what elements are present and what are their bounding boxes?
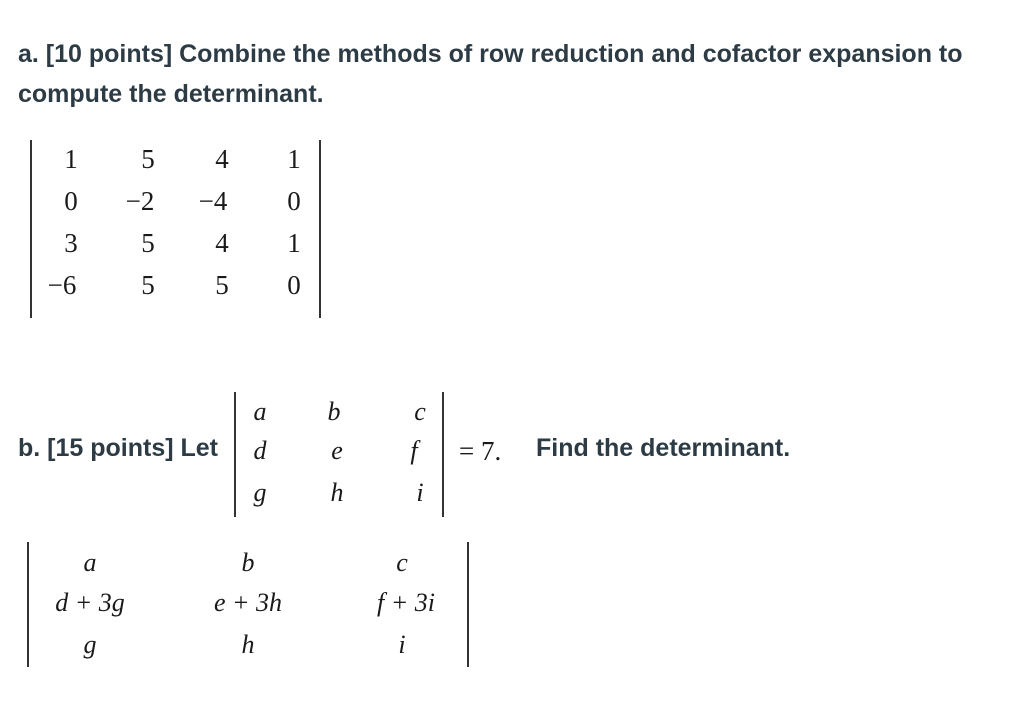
matrix-b-target-cell: g bbox=[83, 630, 97, 659]
matrix-b-given-cell: a bbox=[253, 397, 267, 426]
matrix-a-cell: 3 bbox=[64, 228, 78, 258]
matrix-b-target-cell: a bbox=[83, 548, 97, 577]
matrix-b-given-cell: c bbox=[414, 397, 426, 426]
matrix-a-cell: 5 bbox=[141, 270, 155, 300]
matrix-a-cell: 0 bbox=[287, 270, 301, 300]
matrix-a-cell: 1 bbox=[287, 144, 301, 174]
matrix-b-target-left-bar bbox=[27, 542, 29, 667]
matrix-a-cell: 5 bbox=[141, 144, 155, 174]
matrix-a-cell: 4 bbox=[215, 228, 229, 258]
matrix-b-given-cell: d bbox=[253, 436, 267, 465]
matrix-b-given-cell: g bbox=[253, 478, 267, 507]
matrix-b-target-cell: f + 3i bbox=[377, 588, 435, 617]
matrix-a-cell: −2 bbox=[125, 186, 155, 216]
matrix-b-given-cell: i bbox=[416, 478, 424, 507]
matrix-b-given-cell: h bbox=[330, 478, 344, 507]
matrix-b-given-cell: f bbox=[410, 436, 418, 465]
matrix-b-target-cell: e + 3h bbox=[213, 588, 283, 617]
matrix-b-given-cell: e bbox=[331, 436, 343, 465]
matrix-b-target-cell: b bbox=[241, 548, 255, 577]
matrix-b-target-cell: i bbox=[398, 630, 406, 659]
matrix-a-cell: 1 bbox=[64, 144, 78, 174]
matrix-a-cell: −4 bbox=[198, 186, 228, 216]
equals-seven: = 7. bbox=[459, 436, 502, 466]
matrix-a-cell: 0 bbox=[64, 186, 78, 216]
matrix-b-target-cell: h bbox=[241, 630, 255, 659]
matrix-a-cell: 4 bbox=[215, 144, 229, 174]
matrix-a-cell: 5 bbox=[215, 270, 229, 300]
matrix-a-cell: 0 bbox=[287, 186, 301, 216]
matrix-a-cell: 5 bbox=[141, 228, 155, 258]
matrix-b-target-cell: c bbox=[396, 548, 408, 577]
matrix-a-cell: −6 bbox=[47, 270, 77, 300]
question-a-text: a. [10 points] Combine the methods of row reduction and cofactor expansion to compute the determinant. bbox=[18, 40, 963, 108]
question-b-suffix: Find the determinant. bbox=[536, 434, 791, 462]
question-b-prefix: b. [15 points] Let bbox=[18, 434, 218, 462]
matrix-a-cell: 1 bbox=[287, 228, 301, 258]
matrix-b-target-cell: d + 3g bbox=[55, 588, 125, 617]
matrix-b-given-cell: b bbox=[327, 397, 341, 426]
matrix-b-target-right-bar bbox=[467, 542, 469, 667]
